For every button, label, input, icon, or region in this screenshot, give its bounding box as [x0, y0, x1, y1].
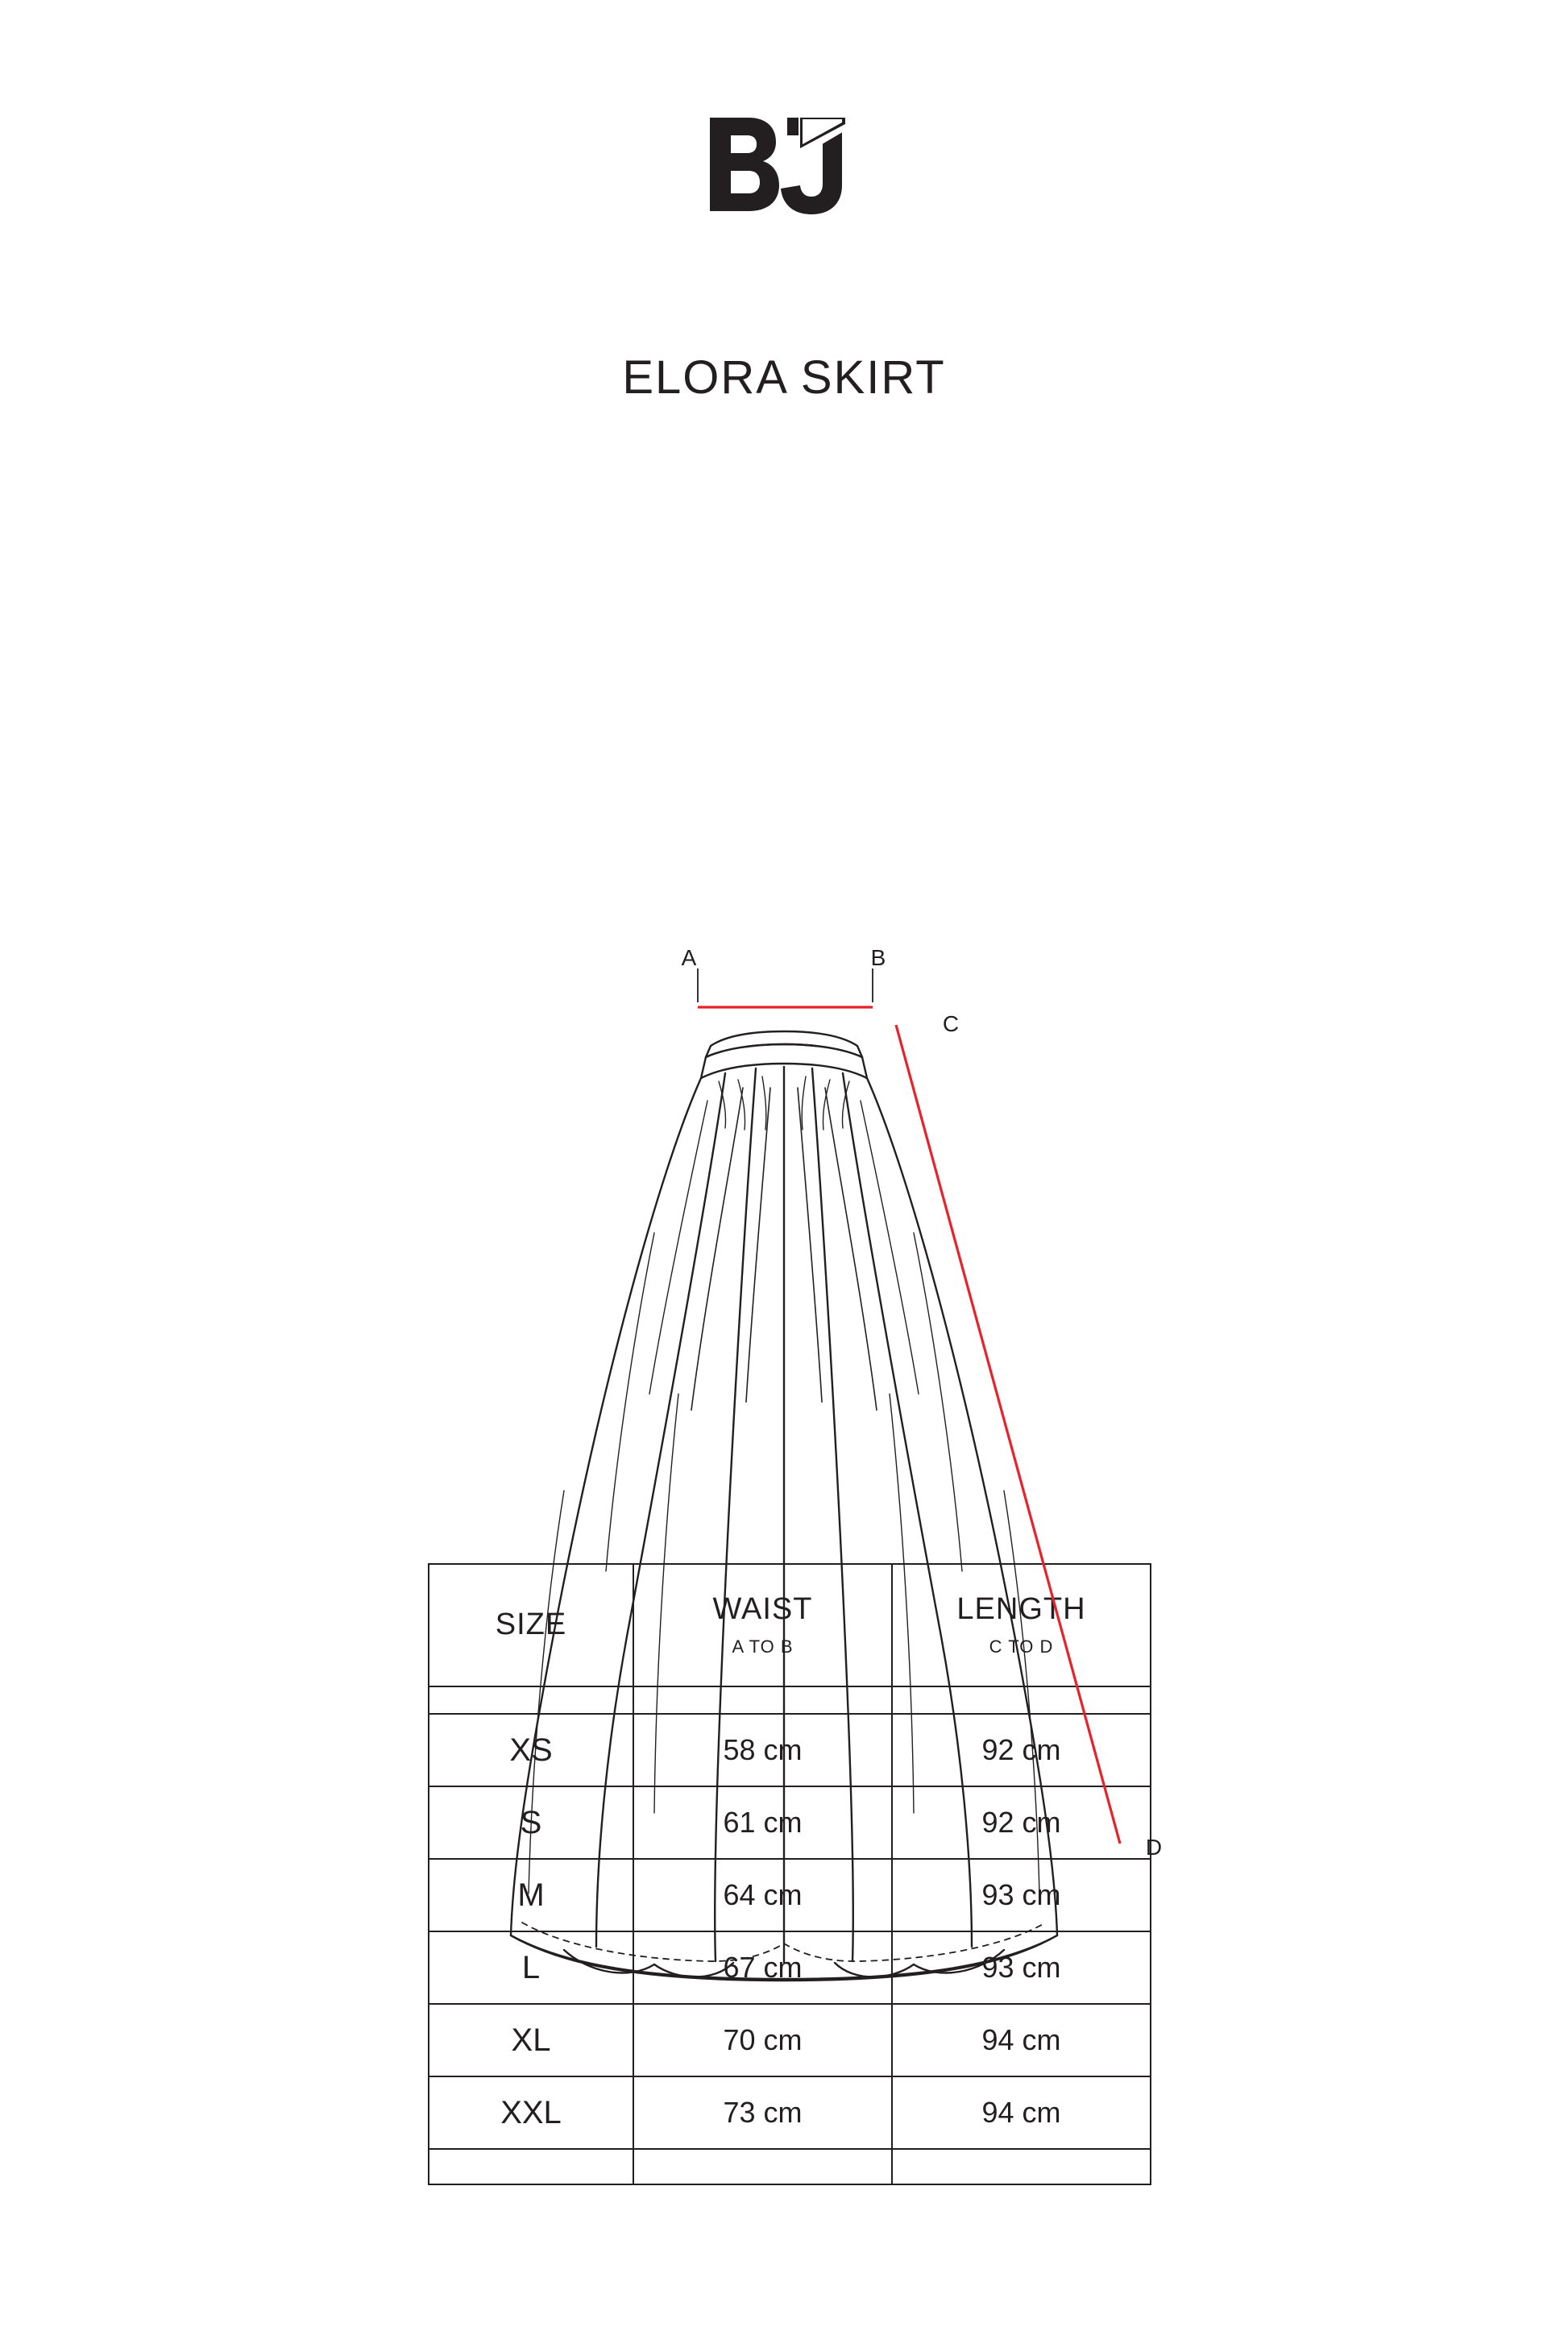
table-row [429, 2004, 1151, 2076]
header-main-waist: WAIST [712, 1592, 813, 1627]
table-header-row [429, 1564, 1151, 1686]
cell-waist: 58 cm [633, 1714, 892, 1786]
cell-length: 94 cm [892, 2076, 1151, 2149]
cell-size: XL [429, 2004, 633, 2076]
table-spacer-bottom [429, 2149, 1151, 2184]
cell-waist: 70 cm [633, 2004, 892, 2076]
label-b: B [870, 945, 886, 970]
label-d: D [1145, 1835, 1163, 1860]
cell-length: 93 cm [892, 1859, 1151, 1931]
cell-size: XS [429, 1714, 633, 1786]
header-cell-size [429, 1564, 633, 1686]
label-c: C [942, 1011, 960, 1036]
header-cell-waist [633, 1564, 892, 1686]
brand-logo [687, 105, 881, 246]
header-sub-waist: A TO B [732, 1636, 794, 1657]
label-a: A [681, 945, 697, 970]
header-main-length: LENGTH [956, 1592, 1086, 1627]
page-title: ELORA SKIRT [622, 351, 946, 404]
cell-size: XXL [429, 2076, 633, 2149]
cell-waist: 73 cm [633, 2076, 892, 2149]
cell-length: 94 cm [892, 2004, 1151, 2076]
table-row [429, 1859, 1151, 1931]
table-row [429, 2076, 1151, 2149]
cell-waist: 64 cm [633, 1859, 892, 1931]
cell-size: L [429, 1931, 633, 2004]
header-main-size: SIZE [495, 1607, 567, 1642]
cell-length: 92 cm [892, 1786, 1151, 1859]
cell-size: S [429, 1786, 633, 1859]
cell-length: 93 cm [892, 1931, 1151, 2004]
cell-waist: 61 cm [633, 1786, 892, 1859]
cell-waist: 67 cm [633, 1931, 892, 2004]
table-spacer-top [429, 1686, 1151, 1714]
cell-size: M [429, 1859, 633, 1931]
cell-length: 92 cm [892, 1714, 1151, 1786]
header-sub-length: C TO D [989, 1636, 1054, 1657]
size-table [428, 1563, 1151, 2185]
